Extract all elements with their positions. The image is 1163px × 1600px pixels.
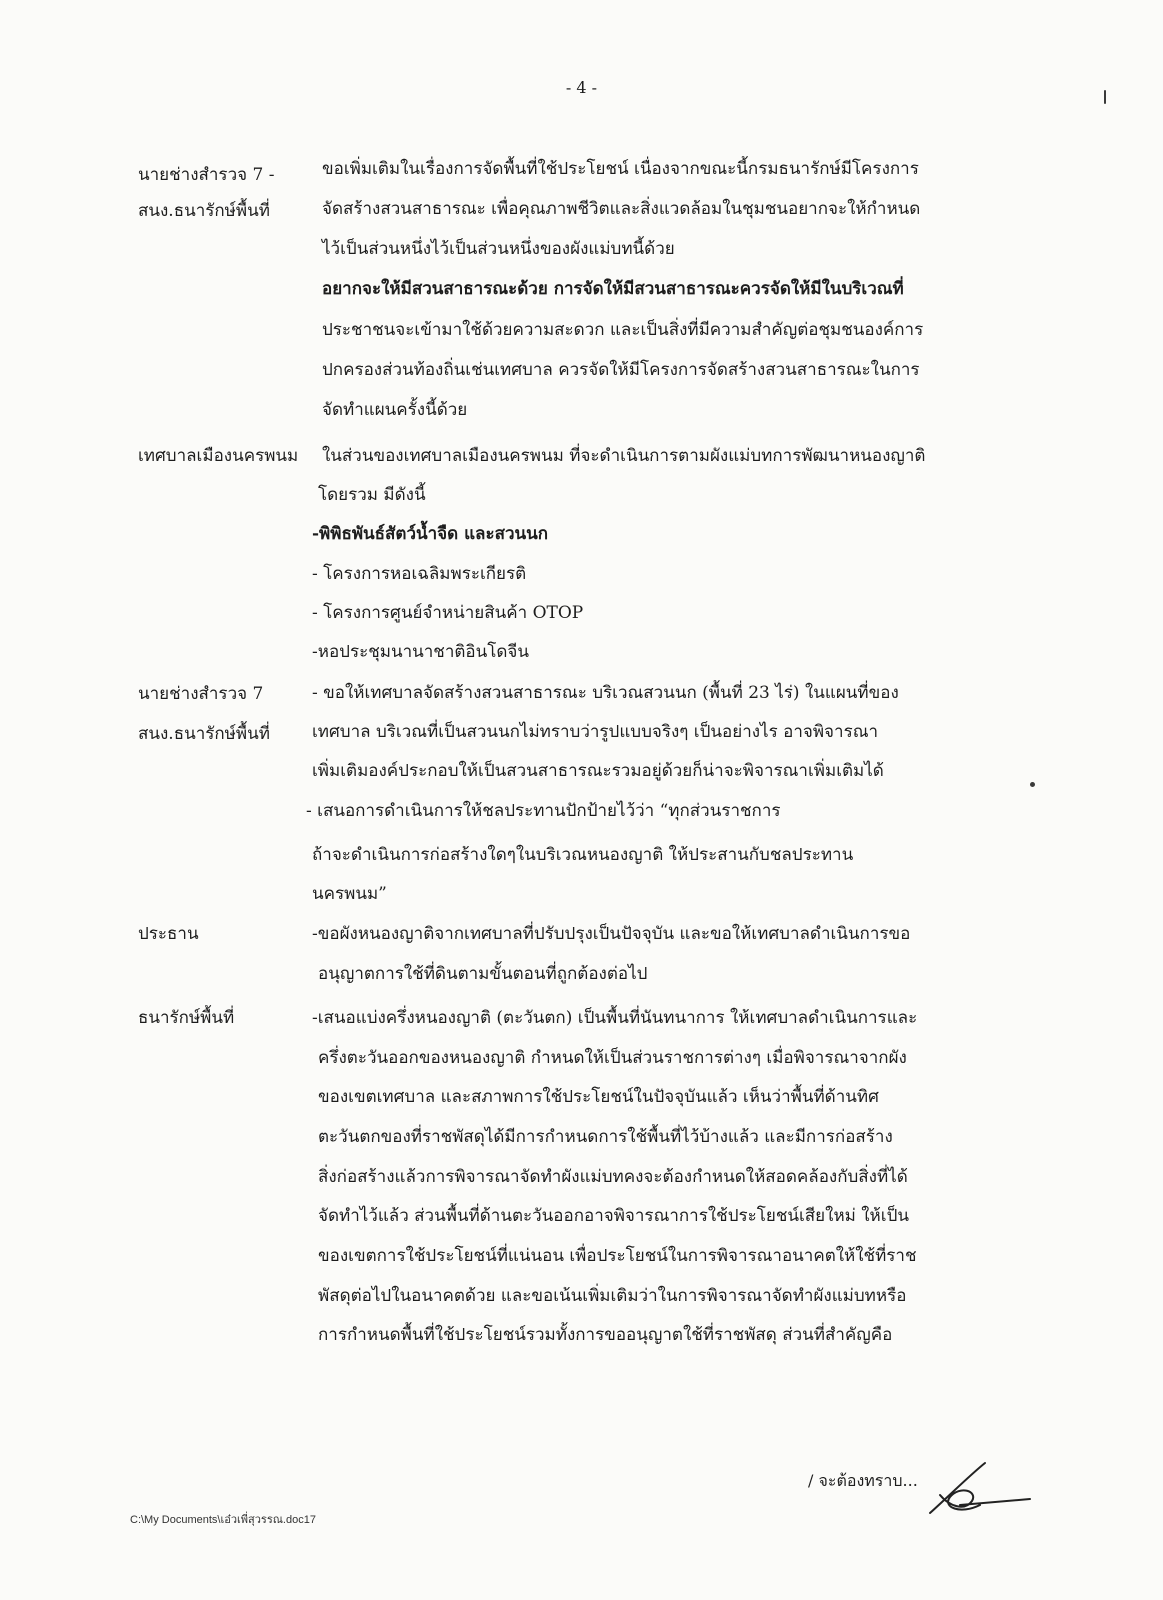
- speaker-label: [138, 916, 199, 952]
- speaker-line: นายช่างสำรวจ 7 -: [138, 165, 275, 185]
- body-line: ประชาชนจะเข้ามาใช้ด้วยความสะดวก และเป็นสิ่งที่มีความสำคัญต่อชุมชนองค์การ: [322, 320, 924, 340]
- body-line-bold: อยากจะให้มีสวนสาธารณะด้วย การจัดให้มีสวนสาธารณะควรจัดให้มีในบริเวณที่: [322, 279, 904, 299]
- speaker-line: สนง.ธนารักษ์พื้นที่: [138, 201, 270, 221]
- scan-mark: [1030, 782, 1035, 787]
- body-line: จัดทำไว้แล้ว ส่วนพื้นที่ด้านตะวันออกอาจพิจารณาการใช้ประโยชน์เสียใหม่ ให้เป็น: [318, 1206, 909, 1226]
- body-line: นครพนม”: [312, 884, 387, 904]
- scan-mark: [1104, 90, 1106, 104]
- body-line: -ขอผังหนองญาติจากเทศบาลที่ปรับปรุงเป็นปัจจุบัน และขอให้เทศบาลดำเนินการขอ: [312, 924, 911, 944]
- body-line: จัดสร้างสวนสาธารณะ เพื่อคุณภาพชีวิตและสิ่งแวดล้อมในชุมชนอยากจะให้กำหนด: [322, 199, 921, 219]
- body-line-bold: -พิพิธพันธ์สัตว์น้ำจืด และสวนนก: [312, 524, 549, 544]
- body-line: - โครงการศูนย์จำหน่ายสินค้า OTOP: [312, 603, 584, 623]
- body-line: ครึ่งตะวันออกของหนองญาติ กำหนดให้เป็นส่วนราชการต่างๆ เมื่อพิจารณาจากผัง: [318, 1048, 907, 1068]
- body-line: ปกครองส่วนท้องถิ่นเช่นเทศบาล ควรจัดให้มีโครงการจัดสร้างสวนสาธารณะในการ: [322, 360, 920, 380]
- body-line: ถ้าจะดำเนินการก่อสร้างใดๆในบริเวณหนองญาติ ให้ประสานกับชลประทาน: [312, 845, 854, 865]
- body-line: ขอเพิ่มเติมในเรื่องการจัดพื้นที่ใช้ประโยชน์ เนื่องจากขณะนี้กรมธนารักษ์มีโครงการ: [322, 159, 919, 179]
- speaker-label: [138, 1000, 234, 1036]
- speaker-label: [138, 674, 270, 754]
- body-line: ตะวันตกของที่ราชพัสดุได้มีการกำหนดการใช้พื้นที่ไว้บ้างแล้ว และมีการก่อสร้าง: [318, 1127, 893, 1147]
- body-line: สิ่งก่อสร้างแล้วการพิจารณาจัดทำผังแม่บทคงจะต้องกำหนดให้สอดคล้องกับสิ่งที่ได้: [318, 1167, 908, 1187]
- body-line: -เสนอแบ่งครึ่งหนองญาติ (ตะวันตก) เป็นพื้นที่นันทนาการ ให้เทศบาลดำเนินการและ: [312, 1008, 918, 1028]
- body-line: -หอประชุมนานาชาติอินโดจีน: [312, 642, 529, 662]
- body-line: เพิ่มเติมองค์ประกอบให้เป็นสวนสาธารณะรวมอยู่ด้วยก็น่าจะพิจารณาเพิ่มเติมได้: [312, 761, 884, 781]
- body-line: - โครงการหอเฉลิมพระเกียรติ: [312, 564, 527, 584]
- body-line: ไว้เป็นส่วนหนึ่งไว้เป็นส่วนหนึ่งของผังแม่บทนี้ด้วย: [322, 239, 675, 259]
- body-line: - เสนอการดำเนินการให้ชลประทานปักป้ายไว้ว่า “ทุกส่วนราชการ: [306, 801, 781, 821]
- body-line: อนุญาตการใช้ที่ดินตามขั้นตอนที่ถูกต้องต่อไป: [318, 964, 648, 984]
- speaker-line: สนง.ธนารักษ์พื้นที่: [138, 724, 270, 744]
- body-line: จัดทำแผนครั้งนี้ด้วย: [322, 400, 468, 420]
- speaker-label: [138, 157, 274, 229]
- speaker-line: นายช่างสำรวจ 7: [138, 684, 264, 704]
- speaker-line: ประธาน: [138, 924, 199, 944]
- body-line: ในส่วนของเทศบาลเมืองนครพนม ที่จะดำเนินการตามผังแม่บทการพัฒนาหนองญาติ: [322, 446, 926, 466]
- body-line: พัสดุต่อไปในอนาคตด้วย และขอเน้นเพิ่มเติมว่าในการพิจารณาจัดทำผังแม่บทหรือ: [318, 1286, 907, 1306]
- body-line: เทศบาล บริเวณที่เป็นสวนนกไม่ทราบว่ารูปแบบจริงๆ เป็นอย่างไร อาจพิจารณา: [312, 722, 879, 742]
- body-line: ของเขตเทศบาล และสภาพการใช้ประโยชน์ในปัจจุบันแล้ว เห็นว่าพื้นที่ด้านทิศ: [318, 1087, 879, 1107]
- body-line: โดยรวม มีดังนี้: [318, 485, 426, 505]
- page-number: - 4 -: [565, 78, 598, 97]
- footer-file-path: C:\My Documents\เอ๋วเพี่สุวรรณ.doc17: [130, 1514, 316, 1526]
- body-line: ของเขตการใช้ประโยชน์ที่แน่นอน เพื่อประโยชน์ในการพิจารณาอนาคตให้ใช้ที่ราช: [318, 1246, 917, 1266]
- body-line: การกำหนดพื้นที่ใช้ประโยชน์รวมทั้งการขออนุญาตใช้ที่ราชพัสดุ ส่วนที่สำคัญคือ: [318, 1325, 893, 1345]
- speaker-line: ธนารักษ์พื้นที่: [138, 1008, 235, 1028]
- continuation-note: / จะต้องทราบ...: [808, 1471, 918, 1490]
- speaker-line: เทศบาลเมืองนครพนม: [138, 446, 299, 466]
- signature-mark: [920, 1455, 1040, 1525]
- body-line: - ขอให้เทศบาลจัดสร้างสวนสาธารณะ บริเวณสวนนก (พื้นที่ 23 ไร่) ในแผนที่ของ: [312, 683, 899, 703]
- speaker-label: [138, 438, 298, 474]
